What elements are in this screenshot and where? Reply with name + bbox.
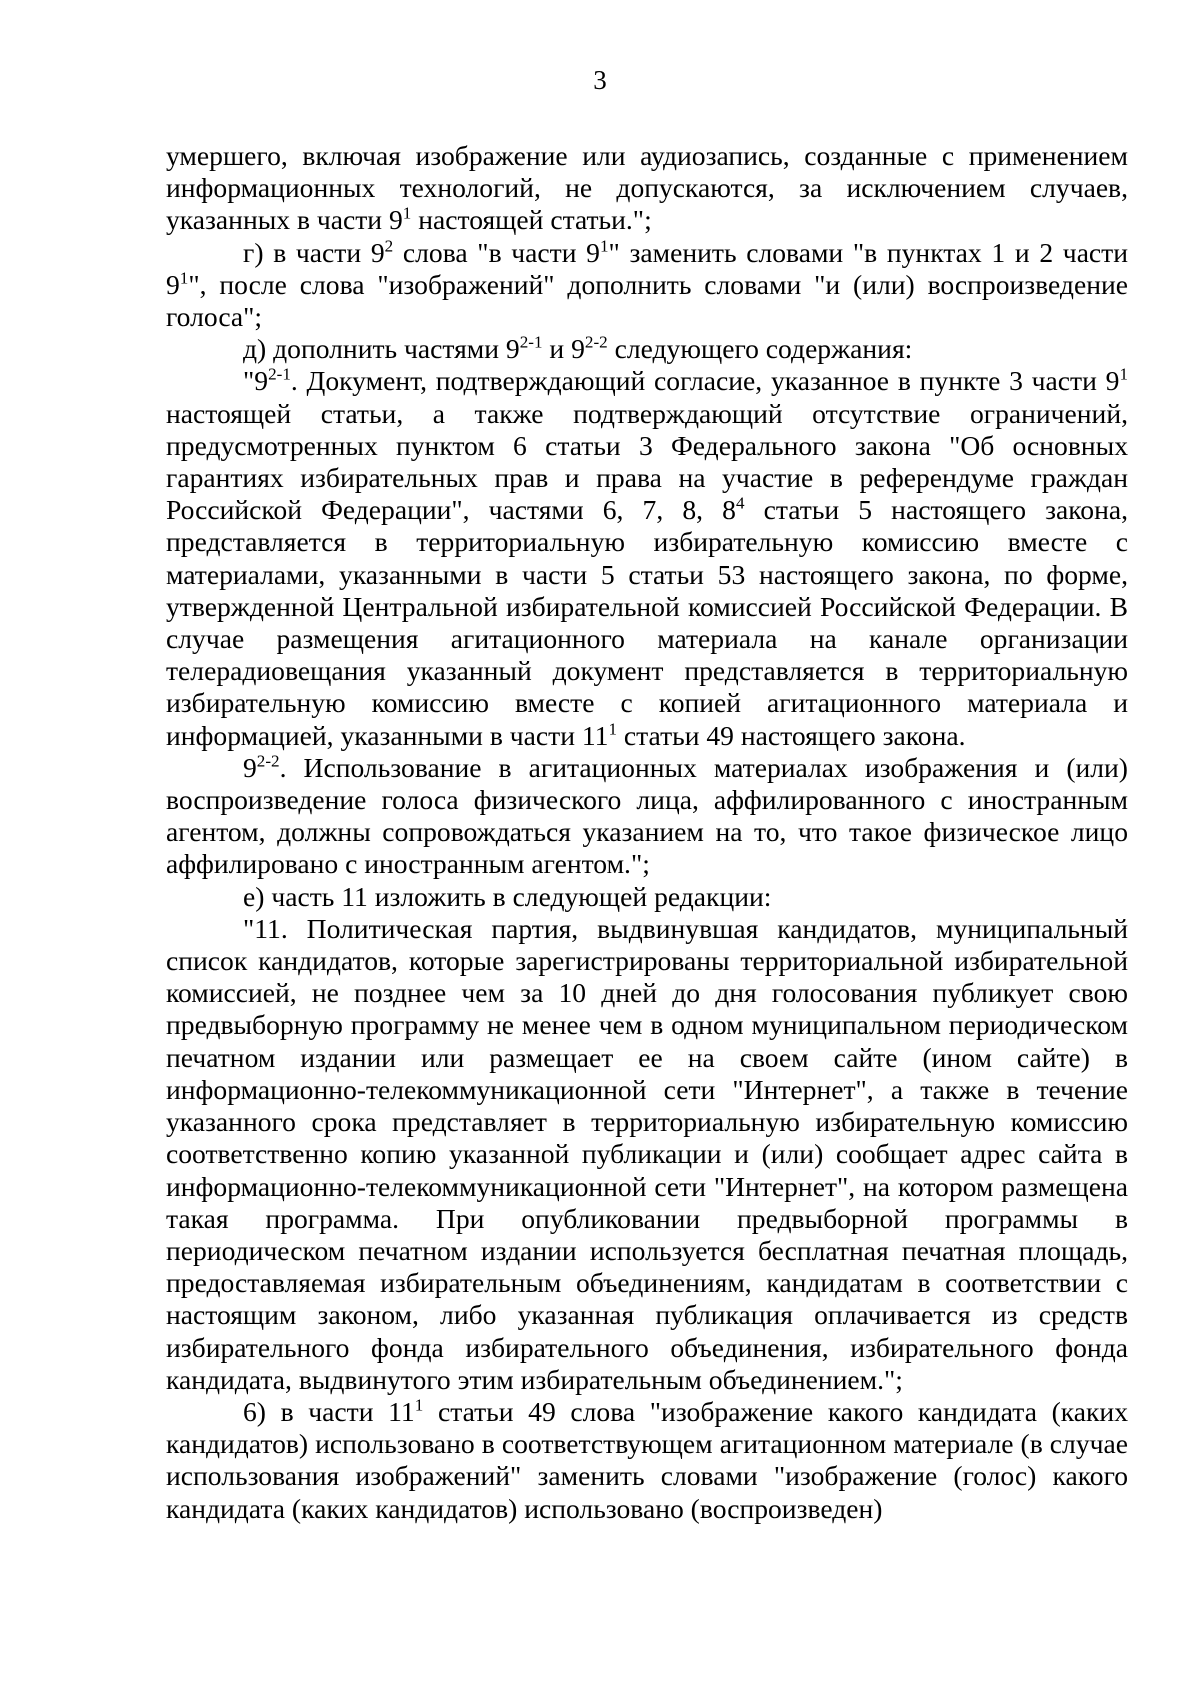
paragraph: [166, 752, 1128, 881]
superscript: 1: [402, 203, 412, 223]
document-body: [166, 140, 1128, 1525]
superscript: 2-1: [268, 364, 291, 384]
paragraph: [166, 237, 1128, 334]
text-run: г) в части 9: [243, 236, 385, 268]
paragraph: [166, 913, 1128, 1396]
paragraph: [166, 140, 1128, 237]
superscript: 1: [179, 268, 189, 288]
paragraph: [166, 1396, 1128, 1525]
text-run: "9: [243, 365, 269, 397]
paragraph: [166, 333, 1128, 365]
text-run: умершего, включая изображение или аудиозапись, созданные с применением информационных технологий, не допускаются, за исключением случаев, указанных в части 9: [166, 140, 1128, 236]
text-run: ", после слова "изображений" дополнить словами "и (или) воспроизведение голоса";: [166, 268, 1128, 333]
text-run: " заменить словами "в пунктах 1 и 2 части 9: [166, 236, 1129, 300]
paragraph: [166, 365, 1128, 751]
text-run: е) часть 11 изложить в следующей редакции:: [243, 880, 772, 912]
text-run: . Использование в агитационных материалах изображения и (или) воспроизведение голоса физического лица, аффилированного с иностранным агентом, должны сопровождаться указанием на то, что такое физическое лицо аффилировано с иностранным агентом.";: [166, 751, 1128, 880]
text-run: д) дополнить частями 9: [243, 333, 520, 365]
superscript: 1: [608, 719, 617, 739]
superscript: 2-1: [519, 332, 543, 352]
text-run: статьи 49 слова "изображение какого кандидата (каких кандидатов) использовано в соответствующем агитационном материале (в случае использования изображений" заменить словами "изображение (голос) какого кандидата (каких кандидатов) использовано (воспроизведен): [166, 1395, 1128, 1524]
text-run: настоящей статьи, а также подтверждающий отсутствие ограничений, предусмотренных пунктом 6 статьи 3 Федерального закона "Об основных гарантиях избирательных прав и права на участие в референдуме граждан Российской Федерации", частями 6, 7, 8, 8: [166, 397, 1128, 526]
text-run: 9: [243, 751, 257, 783]
text-run: настоящей статьи.";: [411, 204, 652, 236]
text-run: статьи 5 настоящего закона, представляется в территориальную избирательную комиссию вместе с материалами, указанными в части 5 статьи 53 настоящего закона, по форме, утвержденной Центральной избирательной комиссией Российской Федерации. В случае размещения агитационного материала на канале организации телерадиовещания указанный документ представляется в территориальную избирательную комиссию вместе с копией агитационного материала и информацией, указанными в части 11: [166, 494, 1128, 751]
superscript: 1: [599, 236, 609, 255]
superscript: 4: [735, 493, 745, 513]
superscript: 2-2: [584, 332, 608, 352]
paragraph: [166, 881, 1128, 913]
superscript: 2: [384, 236, 394, 255]
text-run: "11. Политическая партия, выдвинувшая кандидатов, муниципальный список кандидатов, которые зарегистрированы территориальной избирательной комиссией, не позднее чем за 10 дней до дня голосования публикует свою предвыборную программу не менее чем в одном муниципальном периодическом печатном издании или размещает ее на своем сайте (ином сайте) в информационно-телекоммуникационной сети "Интернет", а также в течение указанного срока представляет в территориальную избирательную комиссию соответственно копию указанной публикации и (или) сообщает адрес сайта в информационно-телекоммуникационной сети "Интернет", на котором размещена такая программа. При опубликовании предвыборной программы в периодическом печатном издании используется бесплатная печатная площадь, предоставляемая избирательным объединениям, кандидатам в соответствии с настоящим законом, либо указанная публикация оплачивается из средств избирательного фонда избирательного объединения, избирательного фонда кандидата, выдвинутого этим избирательным объединением.";: [166, 912, 1128, 1395]
text-run: статьи 49 настоящего закона.: [617, 719, 966, 751]
superscript: 2-2: [256, 751, 280, 771]
superscript: 1: [1119, 364, 1128, 384]
text-run: следующего содержания:: [607, 333, 913, 365]
text-run: и 9: [542, 333, 585, 365]
text-run: слова "в части 9: [393, 236, 600, 268]
text-run: 6) в части 11: [243, 1395, 415, 1427]
page-number: 3: [593, 65, 607, 95]
text-run: . Документ, подтверждающий согласие, указанное в пункте 3 части 9: [290, 365, 1120, 397]
superscript: 1: [414, 1395, 424, 1415]
